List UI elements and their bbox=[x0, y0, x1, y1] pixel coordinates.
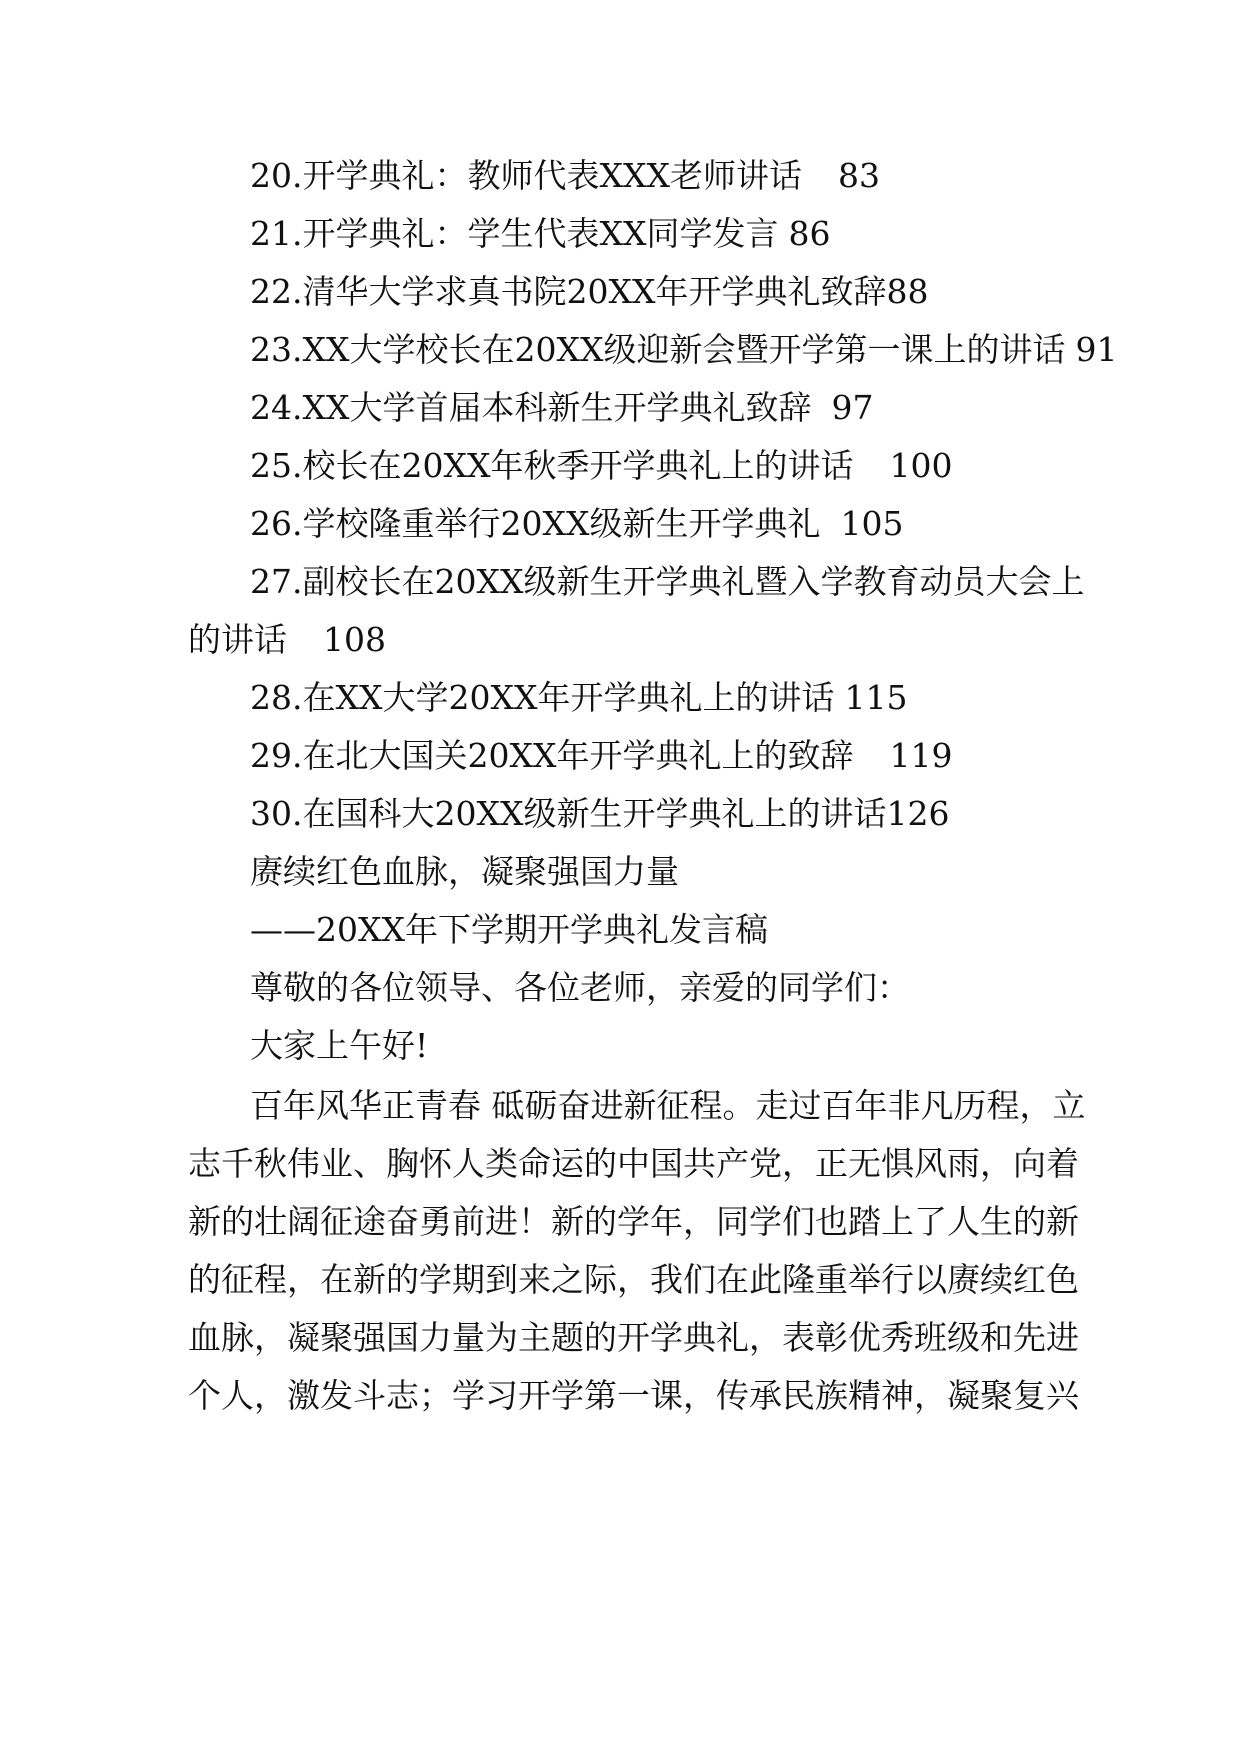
paragraph-line: 志千秋伟业、胸怀人类命运的中国共产党，正无惧风雨，向着 bbox=[188, 1144, 1079, 1183]
toc-entry-title: 22.清华大学求真书院20XX年开学典礼致辞 bbox=[250, 272, 887, 311]
toc-entry-page: 126 bbox=[886, 794, 950, 833]
speech-title: 赓续红色血脉，凝聚强国力量 bbox=[250, 852, 679, 891]
toc-entry-page: 86 bbox=[788, 214, 831, 253]
toc-entry-title: 28.在XX大学20XX年开学典礼上的讲话 bbox=[250, 678, 835, 717]
toc-entry[interactable] bbox=[250, 676, 1130, 720]
toc-entry-page: 108 bbox=[323, 620, 386, 659]
paragraph-line: 的征程，在新的学期到来之际，我们在此隆重举行以赓续红色 bbox=[188, 1260, 1079, 1299]
toc-entry-title: 27.副校长在20XX级新生开学典礼暨入学教育动员大会上 bbox=[250, 562, 1085, 601]
toc-entry[interactable] bbox=[250, 328, 1130, 372]
toc-entry[interactable] bbox=[250, 734, 1130, 778]
toc-entry-title: 29.在北大国关20XX年开学典礼上的致辞 bbox=[250, 736, 854, 775]
toc-entry[interactable] bbox=[250, 444, 1130, 488]
paragraph-line: 百年风华正青春 砥砺奋进新征程。走过百年非凡历程，立 bbox=[250, 1086, 1086, 1125]
toc-entry-title: 20.开学典礼：教师代表XXX老师讲话 bbox=[250, 156, 802, 195]
toc-entry-page: 119 bbox=[889, 736, 953, 775]
paragraph-line: 新的壮阔征途奋勇前进！新的学年，同学们也踏上了人生的新 bbox=[188, 1202, 1079, 1241]
toc-entry[interactable] bbox=[250, 154, 1130, 198]
paragraph-line: 血脉，凝聚强国力量为主题的开学典礼，表彰优秀班级和先进 bbox=[188, 1318, 1079, 1357]
toc-entry[interactable] bbox=[250, 502, 1130, 546]
toc-entry[interactable] bbox=[250, 270, 1130, 314]
toc-entry-page: 83 bbox=[837, 156, 880, 195]
toc-entry-title: 26.学校隆重举行20XX级新生开学典礼 bbox=[250, 504, 821, 543]
speech-greeting: 大家上午好! bbox=[250, 1026, 429, 1065]
toc-entry-page: 100 bbox=[889, 446, 953, 485]
speech-salutation: 尊敬的各位领导、各位老师，亲爱的同学们： bbox=[250, 968, 910, 1007]
toc-entry-page: 115 bbox=[844, 678, 908, 717]
toc-entry-title: 24.XX大学首届本科新生开学典礼致辞 bbox=[250, 388, 812, 427]
toc-entry-continuation[interactable] bbox=[188, 618, 1088, 662]
toc-entry[interactable] bbox=[250, 386, 1130, 430]
speech-subtitle: ——20XX年下学期开学典礼发言稿 bbox=[250, 910, 768, 949]
toc-entry[interactable] bbox=[250, 212, 1130, 256]
toc-entry-title: 25.校长在20XX年秋季开学典礼上的讲话 bbox=[250, 446, 854, 485]
toc-entry[interactable] bbox=[250, 560, 1130, 604]
toc-entry-title: 23.XX大学校长在20XX级迎新会暨开学第一课上的讲话 bbox=[250, 330, 1066, 369]
toc-entry-page: 88 bbox=[886, 272, 929, 311]
toc-entry[interactable] bbox=[250, 792, 1130, 836]
toc-entry-page: 91 bbox=[1075, 330, 1118, 369]
toc-entry-title: 21.开学典礼：学生代表XX同学发言 bbox=[250, 214, 779, 253]
toc-entry-title-continued: 的讲话 bbox=[188, 620, 287, 659]
toc-entry-page: 97 bbox=[831, 388, 874, 427]
toc-entry-title: 30.在国科大20XX级新生开学典礼上的讲话 bbox=[250, 794, 887, 833]
toc-entry-page: 105 bbox=[840, 504, 904, 543]
paragraph-line: 个人，激发斗志；学习开学第一课，传承民族精神，凝聚复兴 bbox=[188, 1376, 1079, 1415]
